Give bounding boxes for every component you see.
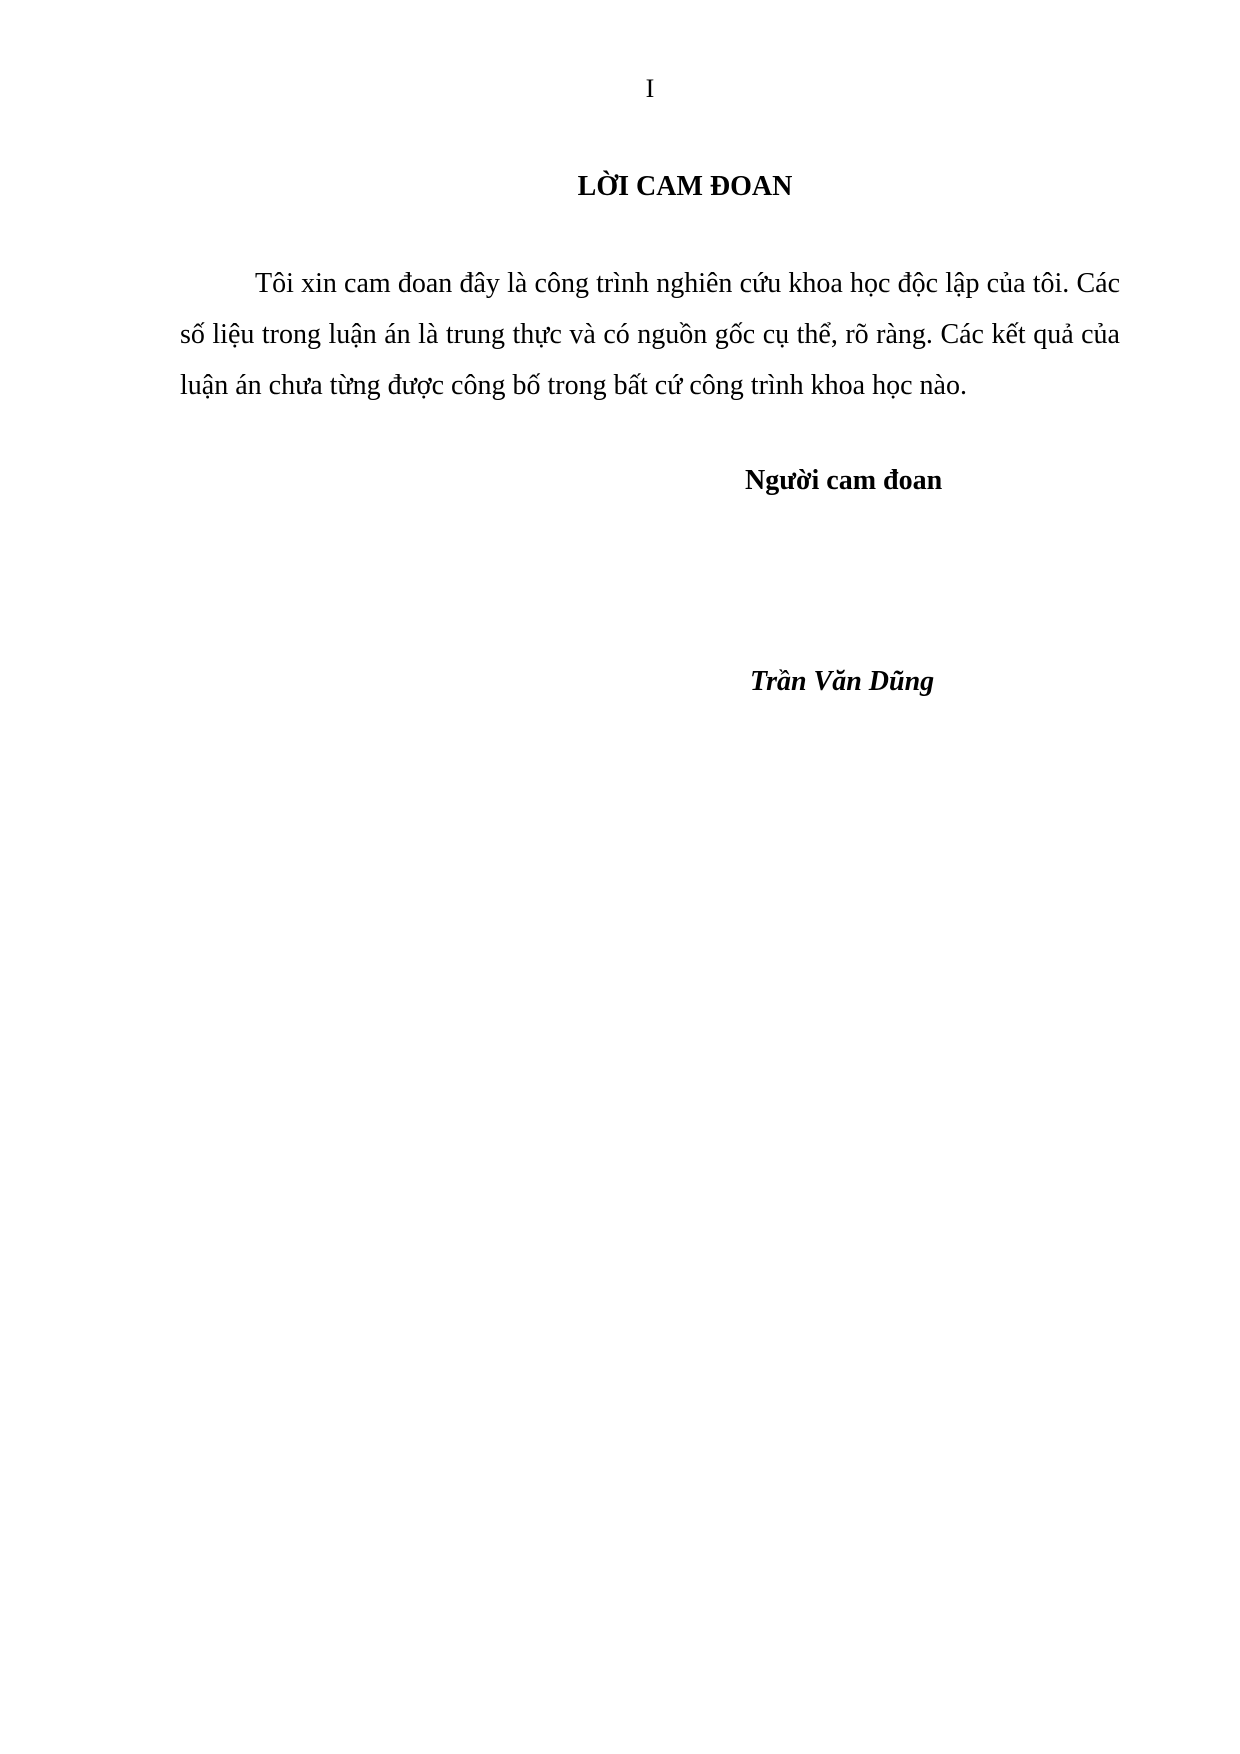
signer-name: Trần Văn Dũng <box>750 666 935 697</box>
signer-label: Người cam đoan <box>745 465 943 496</box>
page-number: I <box>645 74 655 103</box>
declaration-paragraph: Tôi xin cam đoan đây là công trình nghiên cứu khoa học độc lập của tôi. Các số liệu trong luận án là trung thực và có nguồn gốc cụ thể, rõ ràng. Các kết quả của luận án chưa từng được công bố trong bất cứ công trình khoa học nào. <box>180 268 1120 401</box>
page-title: LỜI CAM ĐOAN <box>577 171 793 202</box>
